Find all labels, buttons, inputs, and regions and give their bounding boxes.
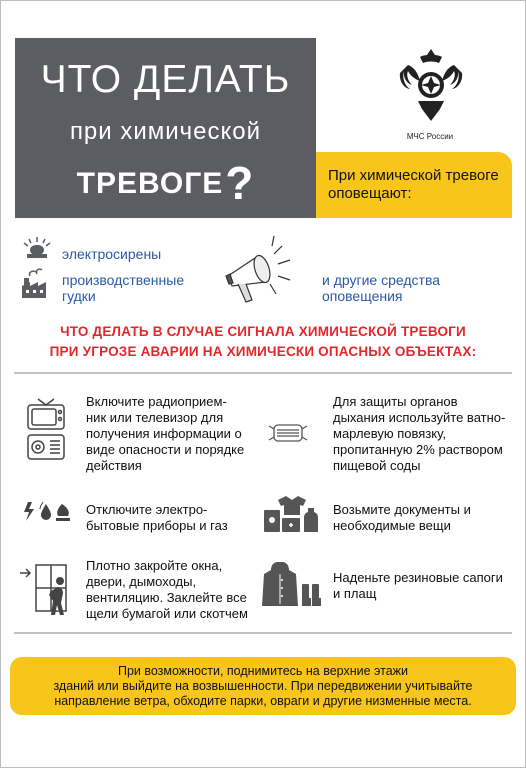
- step-radio: Включите радиоприем-ник или телевизор для получения информации о виде опасности и порядке действия: [86, 394, 245, 473]
- means-sirens: электросирены: [62, 246, 162, 262]
- title-line-2: при химической: [69, 118, 262, 145]
- loudspeaker-icon: [220, 232, 300, 312]
- divider-bottom: [14, 632, 512, 634]
- org-name: МЧС России: [406, 132, 454, 141]
- title-word-alarm: ТРЕВОГЕ: [76, 167, 224, 200]
- electricity-water-gas-icon: [22, 500, 72, 522]
- raincoat-boots-icon: [262, 560, 322, 608]
- close-window-icon: [18, 561, 70, 617]
- question-mark: ?: [225, 157, 255, 209]
- step-documents: Возьмите документы и необходимые вещи: [333, 502, 471, 533]
- means-other: и другие средства оповещения: [322, 272, 441, 304]
- step-appliances: Отключите электро-бытовые приборы и газ: [86, 502, 228, 533]
- bottom-note-line-2: зданий или выйдите на возвышенности. При передвижении учитывайте: [53, 679, 473, 693]
- headline-line-2: ПРИ УГРОЗЕ АВАРИИ НА ХИМИЧЕСКИ ОПАСНЫХ ОБЪЕКТАХ:: [49, 344, 477, 359]
- emchs-emblem-icon: [398, 45, 464, 125]
- step-mask: Для защиты органов дыхания используйте ватно-марлевую повязку, пропитанную 2% раствором пищевой соды: [333, 394, 506, 473]
- step-boots: Наденьте резиновые сапоги и плащ: [333, 570, 503, 601]
- gauze-mask-icon: [268, 422, 308, 444]
- notify-text: При химической тревоге оповещают:: [328, 167, 499, 202]
- title-panel: [15, 38, 316, 218]
- siren-icon: [20, 237, 54, 259]
- bottom-note: [10, 657, 516, 715]
- title-line-1: ЧТО ДЕЛАТЬ: [40, 58, 291, 101]
- means-industrial: производственные гудки: [62, 272, 185, 304]
- divider-top: [14, 372, 512, 374]
- documents-things-icon: [262, 494, 322, 536]
- title-line-3: [15, 156, 316, 210]
- tv-radio-icon: [24, 397, 68, 463]
- headline-line-1: ЧТО ДЕЛАТЬ В СЛУЧАЕ СИГНАЛА ХИМИЧЕСКОЙ ТРЕВОГИ: [60, 324, 466, 339]
- bottom-note-line-3: направление ветра, обходите парки, овраги и другие низменные места.: [54, 694, 472, 708]
- factory-icon: [20, 268, 54, 300]
- step-windows: Плотно закройте окна, двери, дымоходы, вентиляцию. Заклейте все щели бумагой или скотчем: [86, 558, 248, 621]
- notify-box: [316, 152, 512, 218]
- bottom-note-line-1: При возможности, поднимитесь на верхние этажи: [117, 664, 409, 678]
